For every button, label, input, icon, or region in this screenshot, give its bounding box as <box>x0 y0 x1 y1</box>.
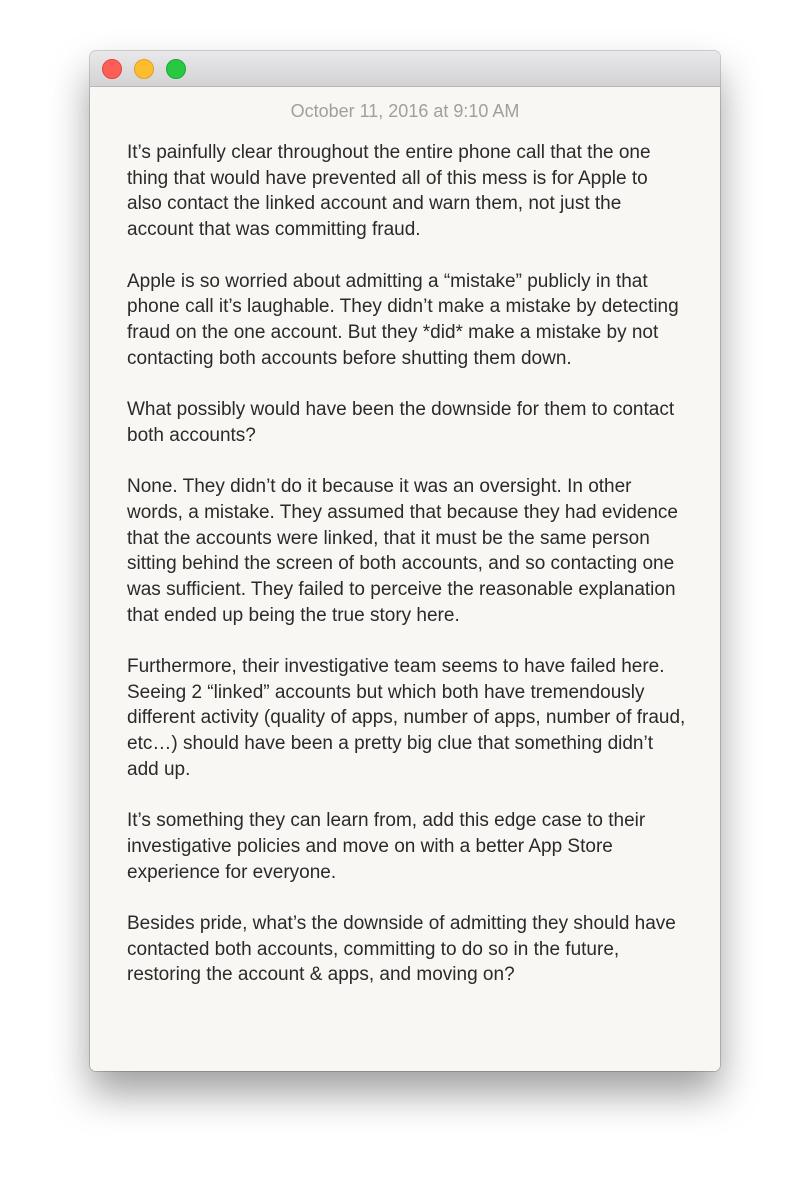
title-bar[interactable] <box>90 51 720 87</box>
notes-window <box>90 51 720 1071</box>
zoom-window-button[interactable] <box>166 59 186 79</box>
minimize-window-button[interactable] <box>134 59 154 79</box>
note-paragraph[interactable]: Apple is so worried about admitting a “mistake” publicly in that phone call it’s laughable. They didn’t make a mistake by detecting fraud on the one account. But they *did* make a mistake by not contacting both accounts before shutting them down. <box>127 270 679 369</box>
note-content[interactable] <box>90 87 720 1071</box>
note-paragraph[interactable]: Furthermore, their investigative team seems to have failed here. Seeing 2 “linked” accounts but which both have tremendously different activity (quality of apps, number of apps, number of fraud, etc…) should have been a pretty big clue that something didn’t add up. <box>127 656 686 780</box>
close-window-button[interactable] <box>102 59 122 79</box>
note-paragraph[interactable]: Besides pride, what’s the downside of admitting they should have contacted both accounts, committing to do so in the future, restoring the account & apps, and moving on? <box>127 913 676 986</box>
note-date: October 11, 2016 at 9:10 AM <box>290 101 520 121</box>
note-paragraph[interactable]: What possibly would have been the downside for them to contact both accounts? <box>127 399 675 446</box>
note-body[interactable] <box>127 140 687 1014</box>
note-paragraph[interactable]: It’s something they can learn from, add this edge case to their investigative policies and move on with a better App Store experience for everyone. <box>127 810 646 883</box>
note-paragraph[interactable]: None. They didn’t do it because it was an oversight. In other words, a mistake. They assumed that because they had evidence that the accounts were linked, that it must be the same person sitting behind the screen of both accounts, and so contacting one was sufficient. They failed to perceive the reasonable explanation that ended up being the true story here. <box>127 476 678 626</box>
note-paragraph[interactable]: It’s painfully clear throughout the entire phone call that the one thing that would have prevented all of this mess is for Apple to also contact the linked account and warn them, not just the account that was committing fraud. <box>127 142 651 241</box>
